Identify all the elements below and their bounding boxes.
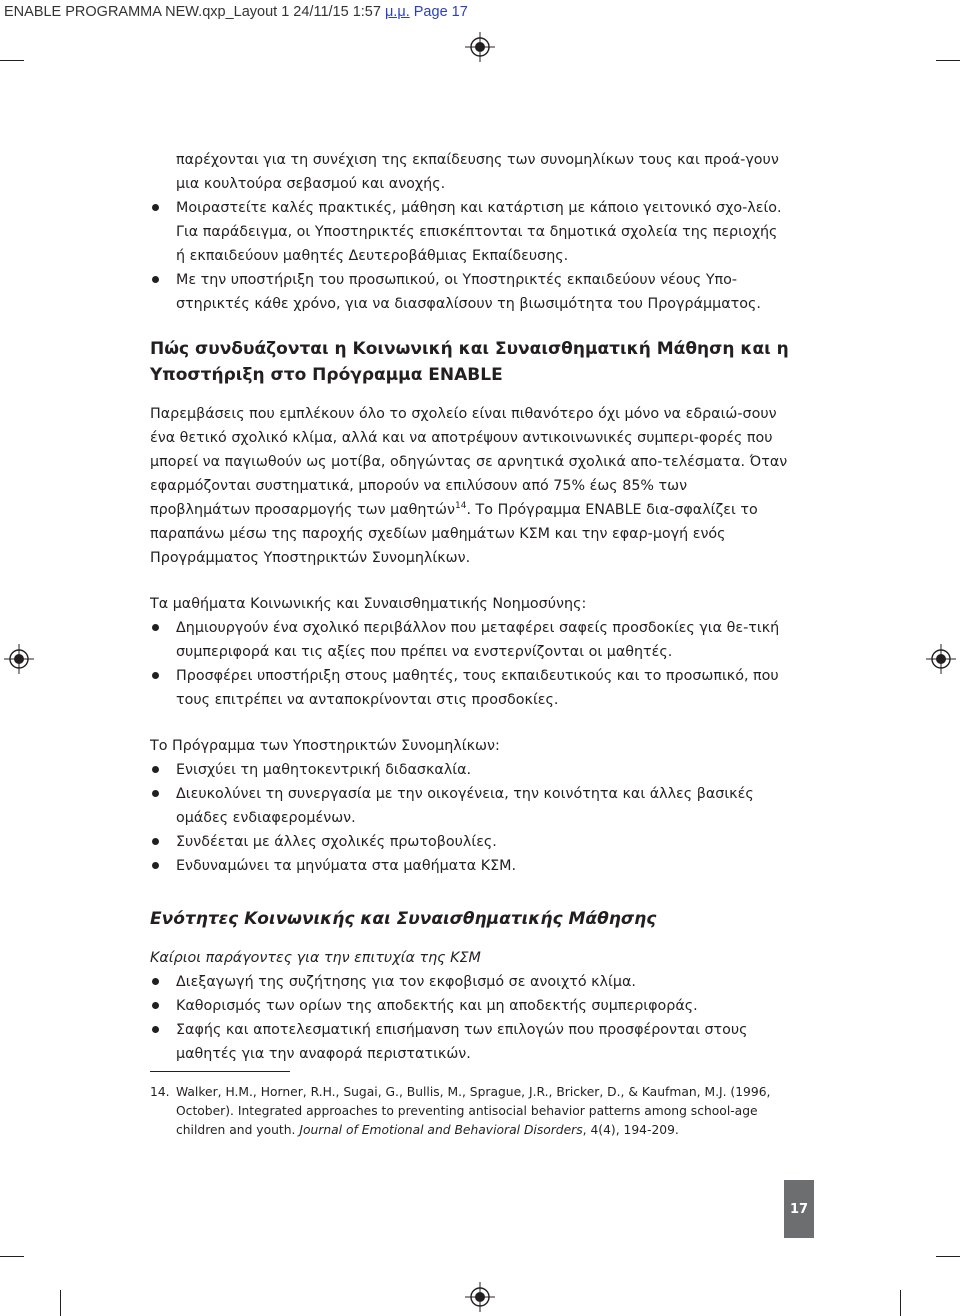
peer-lead: Το Πρόγραμμα των Υποστηρικτών Συνομηλίκων: <box>150 738 500 754</box>
list-item: Μοιραστείτε καλές πρακτικές, μάθηση και κατάρτιση με κάποιο γειτονικό σχο-λείο. Για παράδειγμα, οι Υποστηρικτές επισκέπτονται τα δημοτικά σχολεία της περιοχής ή εκπαιδεύουν μαθητές Δευτεροβάθμιας Εκπαίδευσης. <box>150 196 790 268</box>
footnote-citation: Walker, H.M., Horner, R.H., Sugai, G., Bullis, M., Sprague, J.R., Bricker, D., & Kaufman, M.J. (1996, October). Integrated approaches to preventing antisocial behavior patterns among school-age children and youth. <box>176 1085 771 1137</box>
list-item: Ενδυναμώνει τα μηνύματα στα μαθήματα ΚΣΜ. <box>150 854 790 878</box>
list-item: Δημιουργούν ένα σχολικό περιβάλλον που μεταφέρει σαφείς προσδοκίες για θε-τική συμπεριφορά και τις αξίες που πρέπει να ενστερνίζονται οι μαθητές. <box>150 616 790 664</box>
footnote-journal: Journal of Emotional and Behavioral Disorders <box>299 1123 583 1137</box>
slug-file-info: ENABLE PROGRAMMA NEW.qxp_Layout 1 24/11/15 1:57 <box>4 4 385 20</box>
footnote-text <box>150 1083 790 1140</box>
slug-page-label: Page 17 <box>409 4 468 20</box>
list-item: Διεξαγωγή της συζήτησης για τον εκφοβισμό σε ανοιχτό κλίμα. <box>150 970 790 994</box>
list-item: Ενισχύει τη μαθητοκεντρική διδασκαλία. <box>150 758 790 782</box>
paragraph-text: . Το Πρόγραμμα ENABLE δια-σφαλίζει το παραπάνω μέσω της παροχής σχεδίων μαθημάτων ΚΣΜ και την εφαρ-μογή ενός Προγράμματος Υποστηρικτών Συνομηλίκων. <box>150 502 758 566</box>
list-item: Με την υποστήριξη του προσωπικού, οι Υποστηρικτές εκπαιδεύουν νέους Υπο-στηρικτές κάθε χρόνο, για να διασφαλίσουν τη βιωσιμότητα του Προγράμματος. <box>150 268 790 316</box>
list-item: Διευκολύνει τη συνεργασία με την οικογένεια, την κοινότητα και άλλες βασικές ομάδες ενδιαφερομένων. <box>150 782 790 830</box>
registration-mark-icon <box>465 32 495 62</box>
footnote-number: 14. <box>150 1085 170 1099</box>
crop-mark <box>0 60 24 61</box>
crop-mark <box>60 1290 61 1316</box>
crop-mark <box>900 1290 901 1316</box>
sel-list <box>150 616 790 712</box>
footnote-citation-end: , 4(4), 194-209. <box>582 1123 679 1137</box>
page-number: 17 <box>784 1180 814 1238</box>
slug-line <box>4 4 468 20</box>
crop-mark <box>936 60 960 61</box>
key-factors-list <box>150 970 790 1066</box>
crop-mark <box>936 1256 960 1257</box>
footnote-divider <box>150 1071 290 1072</box>
section-heading-sel-units: Ενότητες Κοινωνικής και Συναισθηματικής Μάθησης <box>150 909 657 929</box>
paragraph-intro <box>150 402 790 570</box>
paragraph-text: Παρεμβάσεις που εμπλέκουν όλο το σχολείο είναι πιθανότερο όχι μόνο να εδραιώ-σουν ένα θετικό σχολικό κλίμα, αλλά και να αποτρέψουν αντικοινωνικές συμπερι-φορές που μπορεί να παγιωθούν ως μοτίβα, οδηγώντας σε αρνητικά σχολικά απο-τελέσματα. Όταν εφαρμόζονται συστηματικά, μπορούν να επιλύσουν από 75% έως 85% των προβλημάτων προσαρμογής των μαθητών <box>150 406 788 518</box>
crop-mark <box>0 1256 24 1257</box>
slug-time-suffix: μ.μ. <box>384 4 410 20</box>
footnote <box>150 1083 790 1140</box>
subheading-key-factors: Καίριοι παράγοντες για την επιτυχία της ΚΣΜ <box>150 950 481 966</box>
intro-list <box>150 148 790 316</box>
peer-list <box>150 758 790 878</box>
footnote-ref: 14 <box>455 501 467 512</box>
list-item: Συνδέεται με άλλες σχολικές πρωτοβουλίες. <box>150 830 790 854</box>
list-item: Σαφής και αποτελεσματική επισήμανση των επιλογών που προσφέρονται στους μαθητές για την αναφορά περιστατικών. <box>150 1018 790 1066</box>
list-item: Προσφέρει υποστήριξη στους μαθητές, τους εκπαιδευτικούς και το προσωπικό, που τους επιτρέπει να ανταποκρίνονται στις προσδοκίες. <box>150 664 790 712</box>
page-content <box>150 148 790 1066</box>
section-heading-sel-peer: Πώς συνδυάζονται η Κοινωνική και Συναισθηματική Μάθηση και η Υποστήριξη στο Πρόγραμμα ENABLE <box>150 339 789 385</box>
registration-mark-icon <box>4 644 34 674</box>
sel-lead: Τα μαθήματα Κοινωνικής και Συναισθηματικής Νοημοσύνης: <box>150 596 587 612</box>
list-item: Καθορισμός των ορίων της αποδεκτής και μη αποδεκτής συμπεριφοράς. <box>150 994 790 1018</box>
registration-mark-icon <box>926 644 956 674</box>
list-item-continued: παρέχονται για τη συνέχιση της εκπαίδευσης των συνομηλίκων τους και προά-γουν μια κουλτούρα σεβασμού και ανοχής. <box>176 152 779 192</box>
registration-mark-icon <box>465 1282 495 1312</box>
